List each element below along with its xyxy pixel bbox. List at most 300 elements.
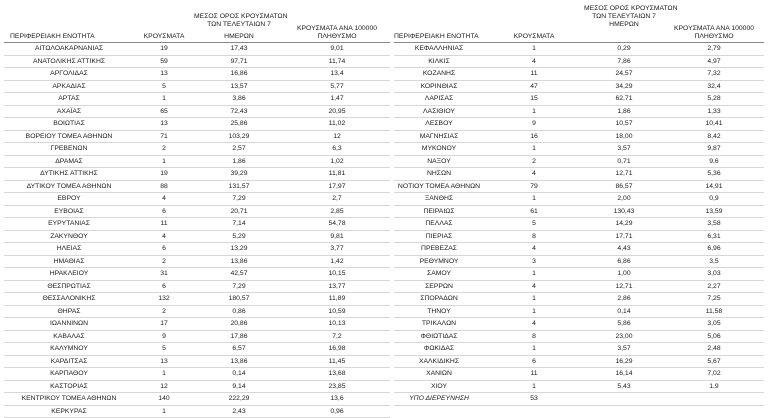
- cases-cell: 9: [484, 118, 584, 130]
- region-cell: ΚΕΡΚΥΡΑΣ: [4, 406, 134, 418]
- table-row: [4, 143, 390, 156]
- per100k-cell: 6,96: [664, 243, 764, 255]
- table-row: [4, 118, 390, 131]
- per100k-cell: 16,98: [284, 343, 390, 355]
- region-cell: ΕΥΡΥΤΑΝΙΑΣ: [4, 218, 134, 230]
- avg7-cell: 9,14: [194, 381, 284, 393]
- table-row: [394, 268, 764, 281]
- cases-cell: 1: [484, 193, 584, 205]
- cases-cell: 15: [484, 93, 584, 105]
- avg7-cell: 7,29: [194, 193, 284, 205]
- region-cell: ΦΘΙΩΤΙΔΑΣ: [394, 331, 484, 343]
- table-row: [394, 206, 764, 219]
- cases-cell: 53: [484, 393, 584, 405]
- cases-cell: 4: [134, 231, 194, 243]
- cases-cell: 47: [484, 81, 584, 93]
- per100k-cell: 13,59: [664, 206, 764, 218]
- region-cell: ΗΜΑΘΙΑΣ: [4, 256, 134, 268]
- cases-cell: 1: [484, 293, 584, 305]
- cases-cell: 5: [134, 81, 194, 93]
- cases-cell: 2: [134, 256, 194, 268]
- per100k-cell: 7,25: [664, 293, 764, 305]
- region-cell: ΜΑΓΝΗΣΙΑΣ: [394, 131, 484, 143]
- avg7-cell: 7,29: [194, 281, 284, 293]
- region-cell: ΚΑΡΔΙΤΣΑΣ: [4, 356, 134, 368]
- per100k-cell: 9,81: [284, 231, 390, 243]
- per100k-cell: 13,4: [284, 68, 390, 80]
- table-row: [4, 268, 390, 281]
- per100k-cell: 5,28: [664, 93, 764, 105]
- table-row: [4, 68, 390, 81]
- per100k-cell: 1,9: [664, 381, 764, 393]
- avg7-cell: 13,57: [194, 81, 284, 93]
- table-row: [394, 318, 764, 331]
- table-row: [394, 56, 764, 69]
- cases-cell: 1: [484, 268, 584, 280]
- table-row: [4, 106, 390, 119]
- avg7-cell: 222,29: [194, 393, 284, 405]
- region-cell: ΑΡΓΟΛΙΔΑΣ: [4, 68, 134, 80]
- avg7-cell: 2,43: [194, 406, 284, 418]
- region-cell: ΣΕΡΡΩΝ: [394, 281, 484, 293]
- avg7-cell: 5,43: [584, 381, 664, 393]
- per100k-cell: 9,6: [664, 156, 764, 168]
- table-row: [4, 343, 390, 356]
- header-avg-line1: ΜΕΣΟΣ ΟΡΟΣ ΚΡΟΥΣΜΑΤΩΝ: [194, 13, 284, 21]
- avg7-cell: 13,86: [194, 256, 284, 268]
- region-cell: ΧΙΟΥ: [394, 381, 484, 393]
- per100k-cell: 7,2: [284, 331, 390, 343]
- header-region: ΠΕΡΙΦΕΡΕΙΑΚΗ ΕΝΟΤΗΤΑ: [394, 33, 484, 41]
- cases-cell: 11: [484, 368, 584, 380]
- avg7-cell: 42,57: [194, 268, 284, 280]
- avg7-cell: 2,86: [584, 293, 664, 305]
- region-cell: ΝΑΞΟΥ: [394, 156, 484, 168]
- table-row: [4, 168, 390, 181]
- avg7-cell: 25,86: [194, 118, 284, 130]
- avg7-cell: 20,71: [194, 206, 284, 218]
- table-row: [394, 331, 764, 344]
- per100k-cell: 0,9: [664, 193, 764, 205]
- region-cell: ΘΗΡΑΣ: [4, 306, 134, 318]
- region-cell: ΦΩΚΙΔΑΣ: [394, 343, 484, 355]
- avg7-cell: 3,86: [194, 93, 284, 105]
- header-avg-line2: ΤΩΝ ΤΕΛΕΥΤΑΙΩΝ 7: [194, 21, 284, 29]
- cases-cell: 1: [484, 43, 584, 55]
- avg7-cell: 3,57: [584, 143, 664, 155]
- per100k-cell: 5,36: [664, 168, 764, 180]
- table-row: [394, 356, 764, 369]
- region-cell: ΚΟΡΙΝΘΙΑΣ: [394, 81, 484, 93]
- cases-cell: 4: [484, 243, 584, 255]
- cases-cell: 12: [134, 381, 194, 393]
- per100k-cell: 2,7: [284, 193, 390, 205]
- region-cell: ΠΕΙΡΑΙΩΣ: [394, 206, 484, 218]
- avg7-cell: 86,57: [584, 181, 664, 193]
- region-cell: ΒΟΙΩΤΙΑΣ: [4, 118, 134, 130]
- cases-cell: 1: [484, 106, 584, 118]
- avg7-cell: 5,29: [194, 231, 284, 243]
- table-row: [394, 43, 764, 56]
- per100k-cell: 9,01: [284, 43, 390, 55]
- region-cell: ΡΕΘΥΜΝΟΥ: [394, 256, 484, 268]
- cases-cell: 4: [484, 281, 584, 293]
- left-table: [4, 5, 390, 418]
- region-cell: ΘΕΣΣΑΛΟΝΙΚΗΣ: [4, 293, 134, 305]
- cases-cell: 1: [134, 368, 194, 380]
- region-cell: ΠΡΕΒΕΖΑΣ: [394, 243, 484, 255]
- per100k-cell: 0,96: [284, 406, 390, 418]
- region-cell: ΠΙΕΡΙΑΣ: [394, 231, 484, 243]
- cases-cell: 16: [484, 131, 584, 143]
- table-row: [394, 168, 764, 181]
- avg7-cell: 103,29: [194, 131, 284, 143]
- cases-cell: 11: [134, 218, 194, 230]
- cases-cell: 1: [134, 406, 194, 418]
- per100k-cell: 1,47: [284, 93, 390, 105]
- per100k-cell: 2,85: [284, 206, 390, 218]
- cases-cell: 79: [484, 181, 584, 193]
- avg7-cell: 34,29: [584, 81, 664, 93]
- avg7-cell: 0,71: [584, 156, 664, 168]
- table-row: [394, 306, 764, 319]
- region-cell: ΣΑΜΟΥ: [394, 268, 484, 280]
- per100k-cell: 10,41: [664, 118, 764, 130]
- avg7-cell: 131,57: [194, 181, 284, 193]
- table-row: [394, 181, 764, 194]
- per100k-cell: 20,95: [284, 106, 390, 118]
- per100k-cell: 3,03: [664, 268, 764, 280]
- table-row: [4, 406, 390, 418]
- table-row: [394, 343, 764, 356]
- cases-cell: 13: [134, 118, 194, 130]
- cases-cell: 3: [484, 256, 584, 268]
- table-row: [394, 231, 764, 244]
- avg7-cell: 24,57: [584, 68, 664, 80]
- header-per100k-line2: ΠΛΗΘΥΣΜΟ: [664, 33, 764, 41]
- cases-cell: 6: [484, 356, 584, 368]
- avg7-cell: 3,57: [584, 343, 664, 355]
- region-cell: ΤΡΙΚΑΛΩΝ: [394, 318, 484, 330]
- cases-cell: 6: [134, 206, 194, 218]
- cases-cell: 6: [134, 281, 194, 293]
- region-cell: ΚΟΖΑΝΗΣ: [394, 68, 484, 80]
- region-cell: ΞΑΝΘΗΣ: [394, 193, 484, 205]
- table-row: [4, 368, 390, 381]
- cases-cell: 2: [134, 306, 194, 318]
- per100k-cell: 6,3: [284, 143, 390, 155]
- header-cases: ΚΡΟΥΣΜΑΤΑ: [134, 33, 194, 41]
- region-cell: ΜΥΚΟΝΟΥ: [394, 143, 484, 155]
- per100k-cell: 2,79: [664, 43, 764, 55]
- region-cell: ΠΕΛΛΑΣ: [394, 218, 484, 230]
- region-cell: ΚΑΒΑΛΑΣ: [4, 331, 134, 343]
- table-row: [394, 368, 764, 381]
- region-cell: ΝΟΤΙΟΥ ΤΟΜΕΑ ΑΘΗΝΩΝ: [394, 181, 484, 193]
- region-cell: ΛΕΣΒΟΥ: [394, 118, 484, 130]
- avg7-cell: 130,43: [584, 206, 664, 218]
- cases-cell: 1: [484, 343, 584, 355]
- avg7-cell: 18,00: [584, 131, 664, 143]
- per100k-cell: 13,77: [284, 281, 390, 293]
- per100k-cell: 11,02: [284, 118, 390, 130]
- avg7-cell: 13,86: [194, 356, 284, 368]
- avg7-cell: 72,43: [194, 106, 284, 118]
- table-row: [4, 393, 390, 406]
- region-cell: ΙΩΑΝΝΙΝΩΝ: [4, 318, 134, 330]
- per100k-cell: 13,68: [284, 368, 390, 380]
- table-row: [4, 156, 390, 169]
- avg7-cell: 97,71: [194, 56, 284, 68]
- header-avg-line3: ΗΜΕΡΩΝ: [584, 21, 664, 29]
- region-cell: ΚΑΣΤΟΡΙΑΣ: [4, 381, 134, 393]
- avg7-cell: 16,14: [584, 368, 664, 380]
- cases-cell: 5: [484, 218, 584, 230]
- avg7-cell: 16,86: [194, 68, 284, 80]
- table-row: [394, 143, 764, 156]
- cases-cell: 5: [134, 343, 194, 355]
- header-per100k-line1: ΚΡΟΥΣΜΑΤΑ ΑΝΑ 100000: [664, 25, 764, 33]
- region-cell: ΗΡΑΚΛΕΙΟΥ: [4, 268, 134, 280]
- table-row: [394, 118, 764, 131]
- per100k-cell: 5,67: [664, 356, 764, 368]
- cases-cell: 65: [134, 106, 194, 118]
- cases-cell: 61: [484, 206, 584, 218]
- table-row: [4, 231, 390, 244]
- per100k-cell: 7,32: [664, 68, 764, 80]
- region-cell: ΛΑΣΙΘΙΟΥ: [394, 106, 484, 118]
- per100k-cell: 8,42: [664, 131, 764, 143]
- table-row: [394, 193, 764, 206]
- avg7-cell: 20,86: [194, 318, 284, 330]
- cases-cell: 1: [134, 93, 194, 105]
- table-row: [394, 81, 764, 94]
- per100k-cell: 11,45: [284, 356, 390, 368]
- avg7-cell: 23,00: [584, 331, 664, 343]
- table-row: [4, 181, 390, 194]
- per100k-cell: 10,13: [284, 318, 390, 330]
- cases-cell: 13: [134, 356, 194, 368]
- per100k-cell: 5,77: [284, 81, 390, 93]
- cases-cell: 140: [134, 393, 194, 405]
- region-cell: ΔΥΤΙΚΗΣ ΑΤΤΙΚΗΣ: [4, 168, 134, 180]
- table-row: [394, 256, 764, 269]
- per100k-cell: 5,06: [664, 331, 764, 343]
- per100k-cell: 17,97: [284, 181, 390, 193]
- region-cell: ΚΑΡΠΑΘΟΥ: [4, 368, 134, 380]
- avg7-cell: 39,29: [194, 168, 284, 180]
- cases-cell: 6: [134, 243, 194, 255]
- region-cell: ΒΟΡΕΙΟΥ ΤΟΜΕΑ ΑΘΗΝΩΝ: [4, 131, 134, 143]
- cases-cell: 4: [484, 318, 584, 330]
- region-cell: ΘΕΣΠΡΩΤΙΑΣ: [4, 281, 134, 293]
- per100k-cell: 7,02: [664, 368, 764, 380]
- header-avg-line2: ΤΩΝ ΤΕΛΕΥΤΑΙΩΝ 7: [584, 13, 664, 21]
- table-row: [4, 243, 390, 256]
- table-row: [394, 393, 764, 406]
- table-row: [4, 318, 390, 331]
- avg7-cell: 0,86: [194, 306, 284, 318]
- table-row: [4, 293, 390, 306]
- per100k-cell: 3,77: [284, 243, 390, 255]
- table-row: [394, 293, 764, 306]
- region-cell: ΧΑΝΙΩΝ: [394, 368, 484, 380]
- avg7-cell: 1,86: [584, 106, 664, 118]
- cases-cell: 8: [484, 331, 584, 343]
- avg7-cell: 17,86: [194, 331, 284, 343]
- table-row: [394, 156, 764, 169]
- per100k-cell: 2,27: [664, 281, 764, 293]
- cases-cell: 9: [134, 331, 194, 343]
- cases-cell: 17: [134, 318, 194, 330]
- avg7-cell: 1,00: [584, 268, 664, 280]
- avg7-cell: 12,71: [584, 168, 664, 180]
- region-cell: ΤΗΝΟΥ: [394, 306, 484, 318]
- table-row: [4, 218, 390, 231]
- avg7-cell: 14,29: [584, 218, 664, 230]
- left-table-body: [4, 43, 390, 418]
- per100k-cell: 3,05: [664, 318, 764, 330]
- header-region: ΠΕΡΙΦΕΡΕΙΑΚΗ ΕΝΟΤΗΤΑ: [10, 33, 134, 41]
- cases-cell: 4: [484, 168, 584, 180]
- per100k-cell: 11,81: [284, 168, 390, 180]
- table-row: [4, 193, 390, 206]
- cases-cell: 4: [134, 193, 194, 205]
- avg7-cell: 4,43: [584, 243, 664, 255]
- region-cell: ΛΑΡΙΣΑΣ: [394, 93, 484, 105]
- table-row: [4, 331, 390, 344]
- header-per100k-line1: ΚΡΟΥΣΜΑΤΑ ΑΝΑ 100000: [284, 25, 390, 33]
- header-per100k-line2: ΠΛΗΘΥΣΜΟ: [284, 33, 390, 41]
- avg7-cell: 10,57: [584, 118, 664, 130]
- region-cell: ΔΡΑΜΑΣ: [4, 156, 134, 168]
- left-table-header: [4, 5, 390, 41]
- cases-cell: 1: [134, 156, 194, 168]
- table-row: [4, 281, 390, 294]
- region-cell: ΣΠΟΡΑΔΩΝ: [394, 293, 484, 305]
- avg7-cell: 62,71: [584, 93, 664, 105]
- per100k-cell: 13,6: [284, 393, 390, 405]
- avg7-cell: 0,29: [584, 43, 664, 55]
- table-row: [4, 306, 390, 319]
- avg7-cell: 5,86: [584, 318, 664, 330]
- table-row: [4, 256, 390, 269]
- right-table: [394, 5, 764, 406]
- table-row: [394, 218, 764, 231]
- cases-cell: 11: [484, 68, 584, 80]
- table-row: [394, 381, 764, 394]
- cases-cell: 1: [484, 381, 584, 393]
- per100k-cell: 11,89: [284, 293, 390, 305]
- region-cell: ΑΡΚΑΔΙΑΣ: [4, 81, 134, 93]
- header-cases: ΚΡΟΥΣΜΑΤΑ: [484, 33, 584, 41]
- cases-cell: 59: [134, 56, 194, 68]
- region-cell: ΑΙΤΩΛΟΑΚΑΡΝΑΝΙΑΣ: [4, 43, 134, 55]
- avg7-cell: 0,14: [194, 368, 284, 380]
- region-cell: ΥΠΟ ΔΙΕΡΕΥΝΗΣΗ: [394, 393, 484, 405]
- table-row: [394, 93, 764, 106]
- per100k-cell: 10,15: [284, 268, 390, 280]
- table-row: [4, 43, 390, 56]
- cases-cell: 8: [484, 231, 584, 243]
- cases-cell: 31: [134, 268, 194, 280]
- right-table-body: [394, 43, 764, 406]
- cases-cell: 132: [134, 293, 194, 305]
- per100k-cell: 12: [284, 131, 390, 143]
- region-cell: ΑΧΑΪΑΣ: [4, 106, 134, 118]
- region-cell: ΕΒΡΟΥ: [4, 193, 134, 205]
- cases-cell: 19: [134, 168, 194, 180]
- cases-cell: 13: [134, 68, 194, 80]
- table-row: [4, 56, 390, 69]
- avg7-cell: 12,71: [584, 281, 664, 293]
- cases-cell: 2: [134, 143, 194, 155]
- table-row: [4, 81, 390, 94]
- avg7-cell: 7,86: [584, 56, 664, 68]
- cases-cell: 2: [484, 156, 584, 168]
- region-cell: ΓΡΕΒΕΝΩΝ: [4, 143, 134, 155]
- avg7-cell: 6,57: [194, 343, 284, 355]
- per100k-cell: 1,02: [284, 156, 390, 168]
- per100k-cell: 4,97: [664, 56, 764, 68]
- per100k-cell: 1,33: [664, 106, 764, 118]
- region-cell: ΕΥΒΟΙΑΣ: [4, 206, 134, 218]
- per100k-cell: 10,59: [284, 306, 390, 318]
- region-cell: ΚΑΛΥΜΝΟΥ: [4, 343, 134, 355]
- table-row: [394, 281, 764, 294]
- per100k-cell: 11,58: [664, 306, 764, 318]
- per100k-cell: 1,42: [284, 256, 390, 268]
- table-row: [394, 68, 764, 81]
- per100k-cell: 54,78: [284, 218, 390, 230]
- cases-cell: 1: [484, 143, 584, 155]
- per100k-cell: 14,91: [664, 181, 764, 193]
- region-cell: ΑΡΤΑΣ: [4, 93, 134, 105]
- region-cell: ΚΕΦΑΛΛΗΝΙΑΣ: [394, 43, 484, 55]
- region-cell: ΗΛΕΙΑΣ: [4, 243, 134, 255]
- per100k-cell: 11,74: [284, 56, 390, 68]
- region-cell: ΚΙΛΚΙΣ: [394, 56, 484, 68]
- table-row: [394, 106, 764, 119]
- table-row: [4, 206, 390, 219]
- right-table-header: [394, 5, 764, 41]
- header-avg-line1: ΜΕΣΟΣ ΟΡΟΣ ΚΡΟΥΣΜΑΤΩΝ: [584, 5, 664, 13]
- region-cell: ΝΗΣΩΝ: [394, 168, 484, 180]
- avg7-cell: 1,86: [194, 156, 284, 168]
- per100k-cell: 2,48: [664, 343, 764, 355]
- cases-cell: 1: [484, 306, 584, 318]
- table-row: [4, 131, 390, 144]
- region-cell: ΔΥΤΙΚΟΥ ΤΟΜΕΑ ΑΘΗΝΩΝ: [4, 181, 134, 193]
- region-cell: ΖΑΚΥΝΘΟΥ: [4, 231, 134, 243]
- region-cell: ΧΑΛΚΙΔΙΚΗΣ: [394, 356, 484, 368]
- cases-cell: 71: [134, 131, 194, 143]
- cases-cell: 88: [134, 181, 194, 193]
- region-cell: ΑΝΑΤΟΛΙΚΗΣ ΑΤΤΙΚΗΣ: [4, 56, 134, 68]
- cases-cell: 4: [484, 56, 584, 68]
- per100k-cell: 3,58: [664, 218, 764, 230]
- avg7-cell: 0,14: [584, 306, 664, 318]
- per100k-cell: 23,85: [284, 381, 390, 393]
- per100k-cell: 9,87: [664, 143, 764, 155]
- region-cell: ΚΕΝΤΡΙΚΟΥ ΤΟΜΕΑ ΑΘΗΝΩΝ: [4, 393, 134, 405]
- table-row: [394, 131, 764, 144]
- avg7-cell: 16,29: [584, 356, 664, 368]
- table-row: [394, 243, 764, 256]
- avg7-cell: 17,71: [584, 231, 664, 243]
- table-row: [4, 381, 390, 394]
- avg7-cell: 7,14: [194, 218, 284, 230]
